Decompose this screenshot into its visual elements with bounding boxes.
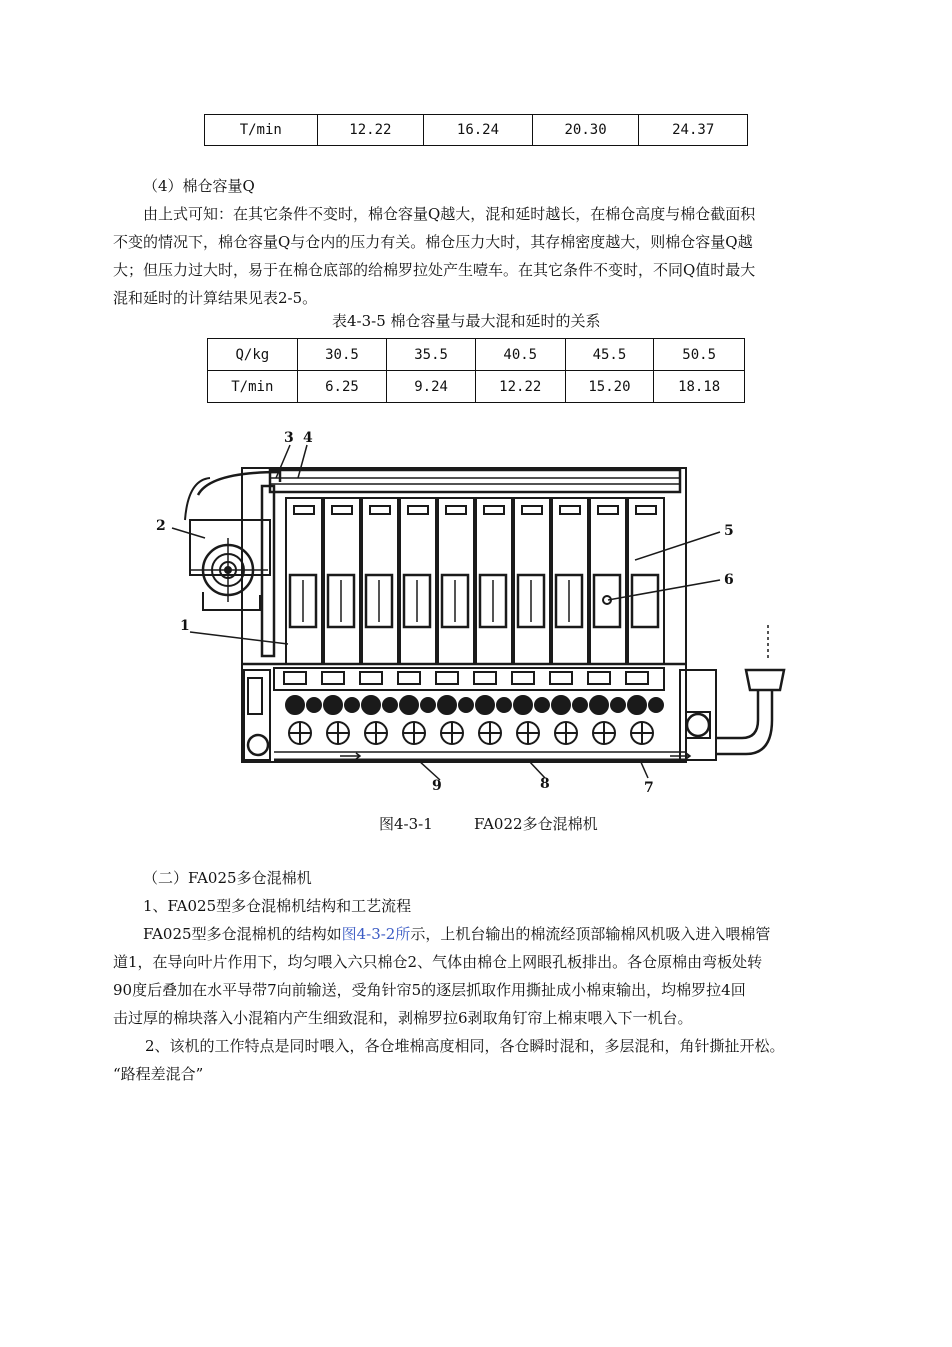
opening-rollers xyxy=(289,722,653,744)
figure-link[interactable]: 图4-3-2所 xyxy=(341,925,411,943)
table-header-cell: 35.5 xyxy=(387,339,476,371)
figure-label: 5 xyxy=(724,523,734,539)
figure-label: 8 xyxy=(540,776,550,792)
air-duct xyxy=(198,472,280,495)
figure-label: 7 xyxy=(644,780,654,796)
paragraph-line: 不变的情况下，棉仓容量Q与仓内的压力有关。棉仓压力大时，其存棉密度越大，则棉仓容量Q越 xyxy=(113,233,753,251)
figure-label: 6 xyxy=(724,572,734,588)
table-row xyxy=(208,371,745,403)
paragraph-line: 2、该机的工作特点是同时喂入，各仓堆棉高度相同，各仓瞬时混和，多层混和，角针撕扯开松。 xyxy=(145,1037,785,1055)
table-cell: 15.20 xyxy=(565,371,654,403)
table-cell: 9.24 xyxy=(387,371,476,403)
paragraph-line: 混和延时的计算结果见表2-5。 xyxy=(113,289,318,307)
table-caption: 表4-3-5 棉仓容量与最大混和延时的关系 xyxy=(332,312,601,330)
table-header-cell: Q/kg xyxy=(208,339,298,371)
table-cell: 20.30 xyxy=(532,115,639,146)
paragraph-line: 由上式可知：在其它条件不变时，棉仓容量Q越大，混和延时越长，在棉仓高度与棉仓截面积 xyxy=(143,205,756,223)
figure-label: 1 xyxy=(180,618,190,634)
figure-label: 4 xyxy=(303,430,313,446)
paragraph-line: 大；但压力过大时，易于在棉仓底部的给棉罗拉处产生噎车。在其它条件不变时，不同Q值时最大 xyxy=(113,261,756,279)
table-cell: 16.24 xyxy=(424,115,533,146)
table-cell: 18.18 xyxy=(654,371,745,403)
paragraph-text: FA025型多仓混棉机的结构如 xyxy=(143,925,342,943)
section-heading: （4）棉仓容量Q xyxy=(143,177,255,195)
feed-pipe xyxy=(262,486,274,656)
paragraph-line xyxy=(143,920,770,948)
table-row xyxy=(205,115,748,146)
figure-label: 9 xyxy=(432,778,442,794)
paragraph-line: 90度后叠加在水平导带7向前输送，受角针帘5的逐层抓取作用撕扯成小棉束输出，均棉罗拉4回 xyxy=(113,981,746,999)
top-duct xyxy=(270,470,680,492)
subsection-heading: 1、FA025型多仓混棉机结构和工艺流程 xyxy=(143,897,412,915)
paragraph-line: “路程差混合” xyxy=(113,1065,204,1083)
figure-caption-number: 图4-3-1 xyxy=(379,815,433,833)
section-heading: （二）FA025多仓混棉机 xyxy=(143,869,312,887)
figure-label: 2 xyxy=(156,518,166,534)
table-header-cell: 50.5 xyxy=(654,339,745,371)
machine-diagram xyxy=(150,420,790,805)
delay-table-continued xyxy=(204,114,748,146)
chambers xyxy=(286,498,664,664)
table-cell: T/min xyxy=(205,115,318,146)
paragraph-line: 道1，在导向叶片作用下，均匀喂入六只棉仓2、气体由棉仓上网眼孔板排出。各仓原棉由弯板处转 xyxy=(113,953,763,971)
table-header-cell: 40.5 xyxy=(475,339,565,371)
table-header-cell: 45.5 xyxy=(565,339,654,371)
figure-caption-title: FA022多仓混棉机 xyxy=(474,815,598,833)
table-cell: 6.25 xyxy=(297,371,387,403)
table-cell: 12.22 xyxy=(317,115,424,146)
table-cell: 24.37 xyxy=(639,115,748,146)
capacity-delay-table xyxy=(207,338,745,403)
paragraph-text: 示，上机台输出的棉流经顶部输棉风机吸入进入喂棉管 xyxy=(410,925,771,943)
outlet-funnel xyxy=(746,670,784,690)
table-row xyxy=(208,339,745,371)
feed-rollers xyxy=(286,696,663,714)
table-cell: T/min xyxy=(208,371,298,403)
figure-label: 3 xyxy=(284,430,294,446)
table-cell: 12.22 xyxy=(475,371,565,403)
paragraph-line: 击过厚的棉块落入小混箱内产生细致混和，剥棉罗拉6剥取角钉帘上棉束喂入下一机台。 xyxy=(113,1009,693,1027)
table-header-cell: 30.5 xyxy=(297,339,387,371)
